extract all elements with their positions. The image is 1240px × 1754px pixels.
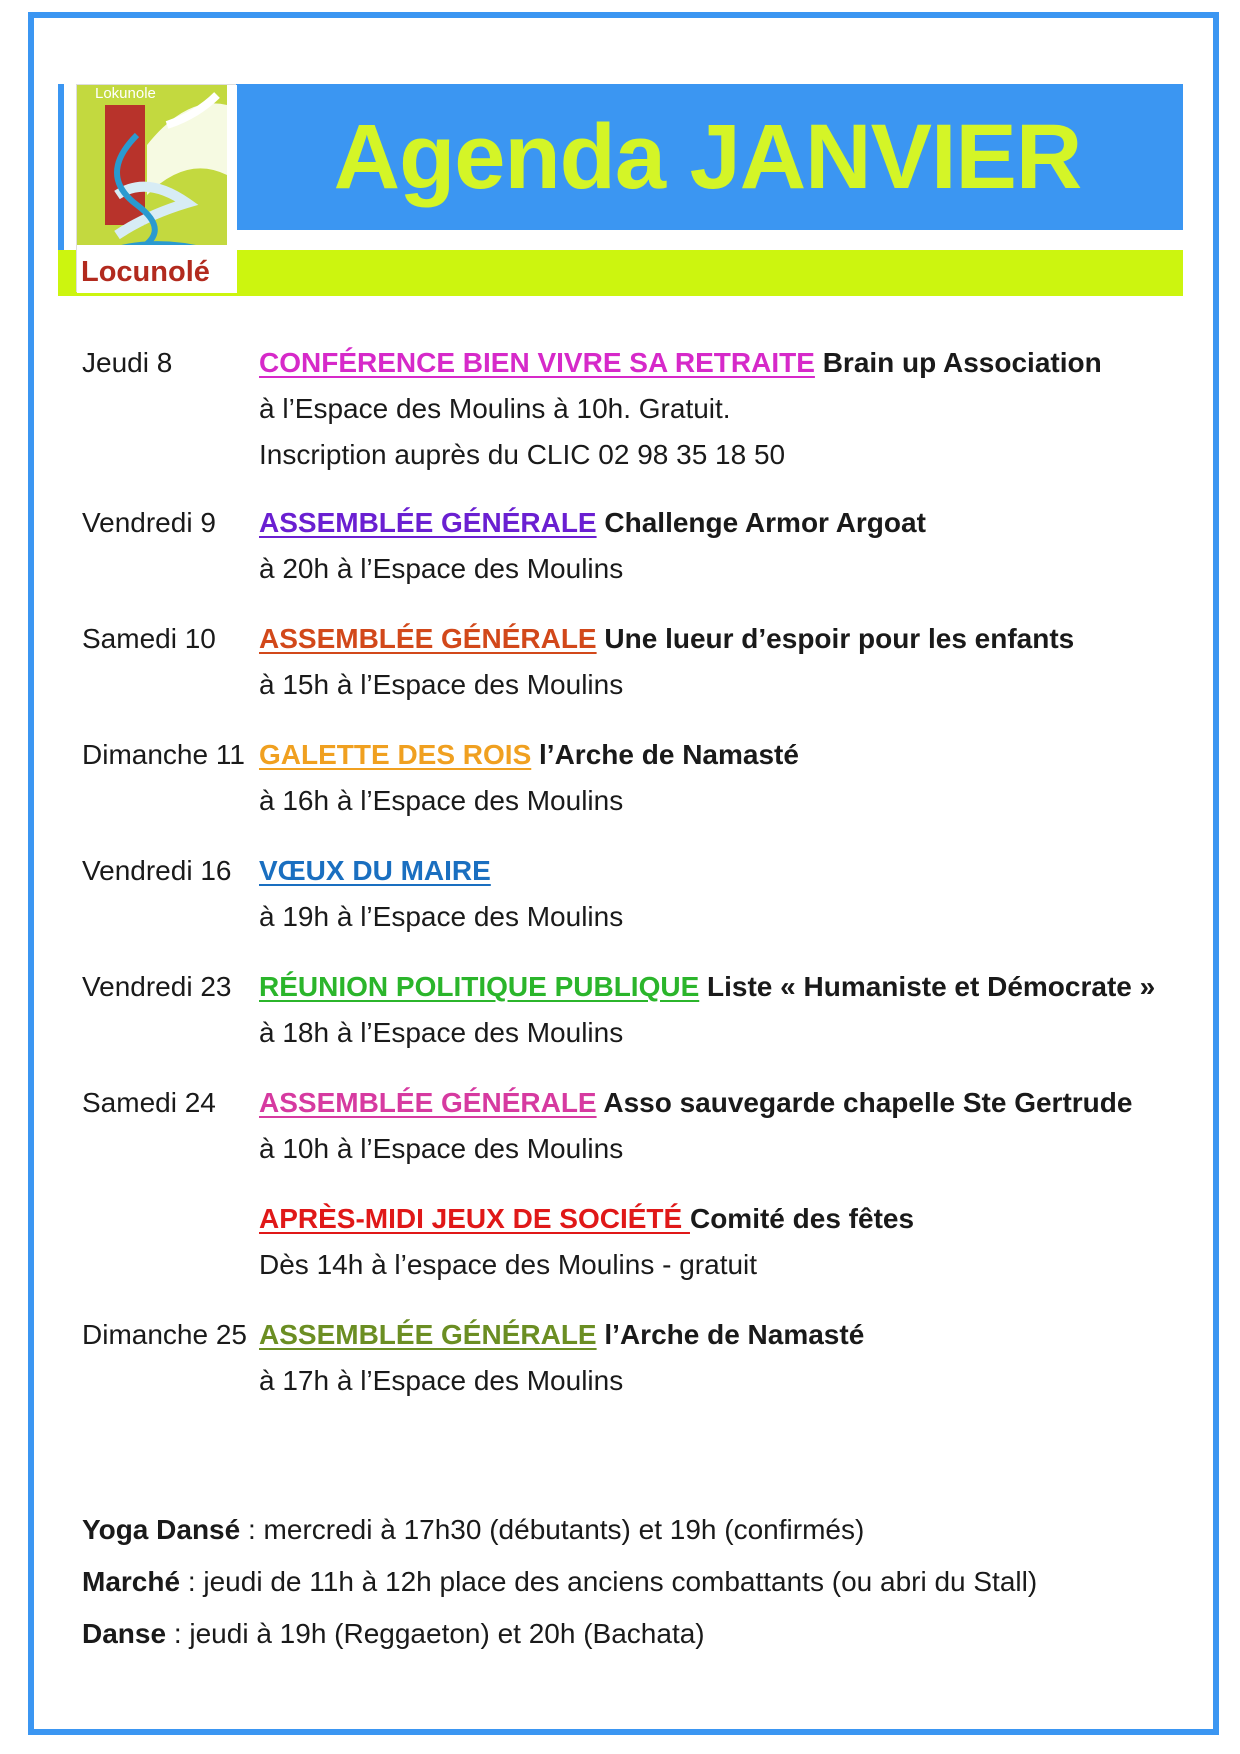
- event-info: à 17h à l’Espace des Moulins: [259, 1365, 624, 1396]
- event-day: Samedi 24: [82, 1087, 216, 1118]
- event-organizer: l’Arche de Namasté: [596, 1319, 865, 1350]
- recurring-item: [82, 1504, 1182, 1556]
- event-info: à 15h à l’Espace des Moulins: [259, 669, 624, 700]
- event-category: VŒUX DU MAIRE: [259, 855, 491, 886]
- agenda-list: [82, 340, 1182, 1404]
- recurring-label: Marché: [82, 1566, 181, 1597]
- recurring-label: Danse: [82, 1618, 167, 1649]
- event-day: Samedi 10: [82, 623, 216, 654]
- event-day: Vendredi 16: [82, 855, 232, 886]
- event-category: CONFÉRENCE BIEN VIVRE SA RETRAITE: [259, 347, 815, 378]
- event-info: à l’Espace des Moulins à 10h. Gratuit.: [259, 393, 731, 424]
- recurring-label: Yoga Dansé: [82, 1514, 241, 1545]
- event-organizer: Une lueur d’espoir pour les enfants: [596, 623, 1075, 654]
- recurring-item: [82, 1556, 1182, 1608]
- recurring-text: : mercredi à 17h30 (débutants) et 19h (confirmés): [240, 1514, 865, 1545]
- event-item: [82, 500, 1182, 592]
- event-info: Dès 14h à l’espace des Moulins - gratuit: [259, 1249, 758, 1280]
- event-category: GALETTE DES ROIS: [259, 739, 532, 770]
- event-category: ASSEMBLÉE GÉNÉRALE: [259, 1087, 597, 1118]
- event-info: à 10h à l’Espace des Moulins: [259, 1133, 624, 1164]
- recurring-item: [82, 1608, 1182, 1660]
- recurring-text: : jeudi de 11h à 12h place des anciens combattants (ou abri du Stall): [180, 1566, 1038, 1597]
- event-organizer: l’Arche de Namasté: [531, 739, 799, 770]
- event-day: Jeudi 8: [82, 347, 173, 378]
- recurring-text: : jeudi à 19h (Reggaeton) et 20h (Bachata): [166, 1618, 705, 1649]
- logo-top-text: Lokunole: [95, 85, 156, 102]
- event-info: à 18h à l’Espace des Moulins: [259, 1017, 624, 1048]
- event-item: [82, 964, 1182, 1056]
- event-category: ASSEMBLÉE GÉNÉRALE: [259, 507, 597, 538]
- event-organizer: Asso sauvegarde chapelle Ste Gertrude: [596, 1087, 1133, 1118]
- recurring-activities: [82, 1504, 1182, 1660]
- event-item: [82, 1080, 1182, 1172]
- event-category: RÉUNION POLITIQUE PUBLIQUE: [259, 971, 700, 1002]
- page-title: Agenda JANVIER: [333, 105, 1082, 208]
- locunole-logo: [76, 84, 236, 292]
- event-info: à 20h à l’Espace des Moulins: [259, 553, 624, 584]
- event-item: [82, 1196, 1182, 1288]
- event-day: Vendredi 9: [82, 507, 216, 538]
- event-organizer: Challenge Armor Argoat: [596, 507, 926, 538]
- event-item: [82, 848, 1182, 940]
- event-organizer: Comité des fêtes: [689, 1203, 915, 1234]
- event-category: APRÈS-MIDI JEUX DE SOCIÉTÉ: [259, 1203, 690, 1234]
- event-item: [82, 732, 1182, 824]
- event-item: [82, 1312, 1182, 1404]
- event-item: [82, 340, 1182, 478]
- event-info: Inscription auprès du CLIC 02 98 35 18 50: [259, 439, 786, 470]
- event-day: Vendredi 23: [82, 971, 232, 1002]
- event-category: ASSEMBLÉE GÉNÉRALE: [259, 623, 597, 654]
- logo-name: Locunolé: [81, 256, 210, 288]
- event-info: à 19h à l’Espace des Moulins: [259, 901, 624, 932]
- event-organizer: Liste « Humaniste et Démocrate »: [699, 971, 1156, 1002]
- event-day: Dimanche 11: [82, 739, 245, 770]
- event-info: à 16h à l’Espace des Moulins: [259, 785, 624, 816]
- event-day: Dimanche 25: [82, 1319, 247, 1350]
- event-item: [82, 616, 1182, 708]
- event-category: ASSEMBLÉE GÉNÉRALE: [259, 1319, 597, 1350]
- event-organizer: Brain up Association: [814, 347, 1102, 378]
